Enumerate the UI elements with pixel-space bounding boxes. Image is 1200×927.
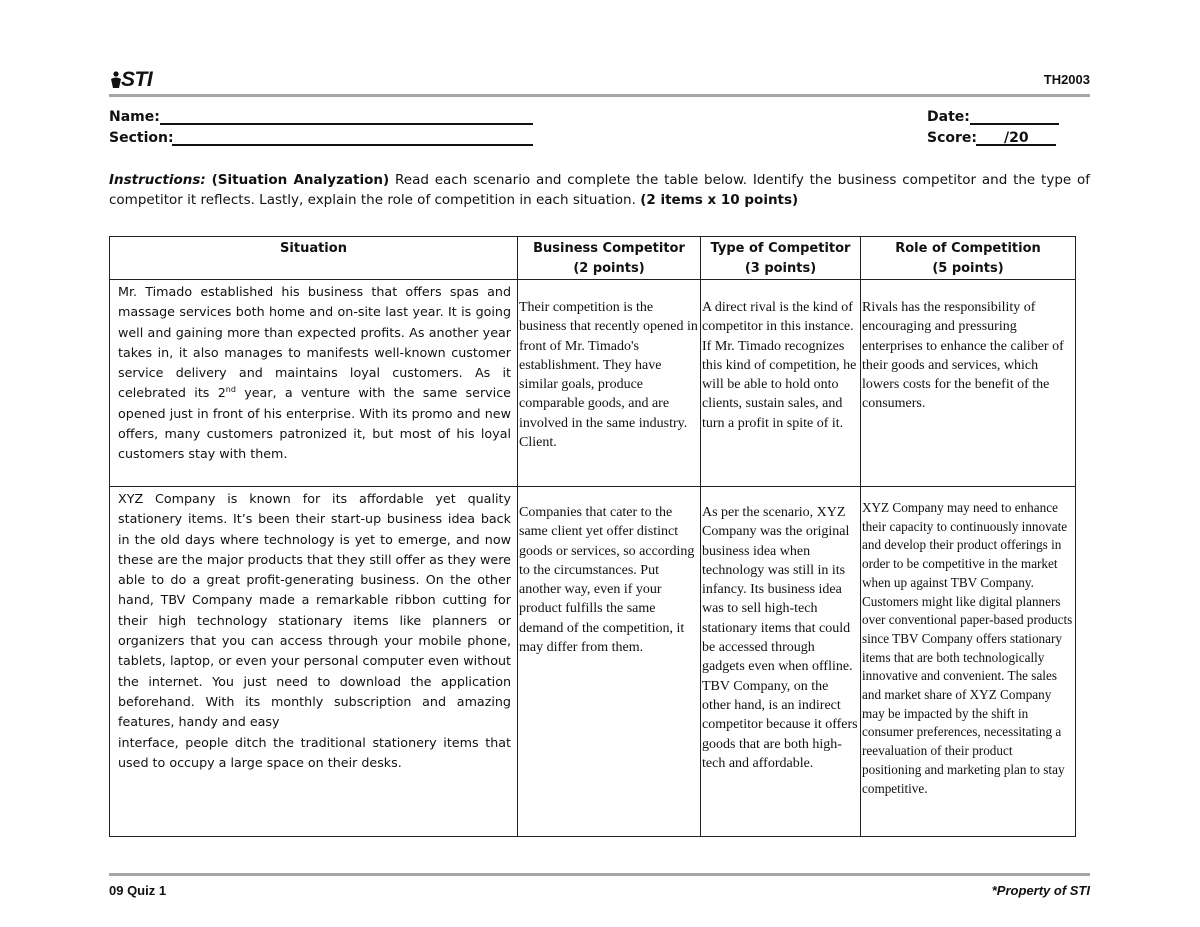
sti-logo-mark-icon: [109, 70, 123, 90]
header-type-of-competitor-label: Type of Competitor: [710, 241, 851, 256]
type-of-competitor-cell: [701, 280, 861, 487]
header-divider: [109, 94, 1090, 97]
table-row: [110, 280, 1076, 487]
situation-text: Mr. Timado established his business that offers spas and massage services both home and on-site last year. It is going well and gaining more than expected profits. As another year takes in, it also manages to manifests well-known customer service delivery and maintains loyal customers. As it celebrated its 2: [118, 284, 511, 401]
name-label: Name:: [109, 109, 160, 125]
situation-cell: [110, 280, 518, 487]
header-role-of-competition: [861, 237, 1076, 280]
score-label: Score:: [927, 130, 977, 146]
business-competitor-text: Their competition is the business that recently opened in front of Mr. Timado's establishment. They have similar goals, produce comparable goods, and are involved in the same industry.: [519, 300, 698, 431]
instructions: [109, 170, 1090, 210]
header-type-of-competitor-points: (3 points): [744, 261, 817, 276]
header-situation: [110, 237, 518, 280]
role-of-competition-text: Rivals has the responsibility of encouraging and pressuring enterprises to enhance the caliber of their goods and services, which lowers costs for the benefit of the consumers.: [862, 300, 1064, 412]
date-line: [970, 123, 1059, 125]
header-business-competitor-label: Business Competitor: [533, 241, 685, 256]
situation-table: [109, 236, 1076, 837]
date-label: Date:: [927, 109, 970, 125]
section-label: Section:: [109, 130, 174, 146]
footer-quiz-label: 09 Quiz 1: [109, 883, 167, 898]
situation-superscript: nd: [225, 385, 236, 395]
table-row: [110, 487, 1076, 837]
section-line: [172, 144, 533, 146]
situation-text-cont: interface, people ditch the traditional stationery items that used to occupy a large space on their desks.: [118, 734, 511, 770]
situation-text: XYZ Company is known for its affordable yet quality stationery items. It’s been their start-up business idea back in the old days where technology is yet to emerge, and now these are the major products that they still offer as they were able to do a great profit-generating business. On the other hand, TBV Company made a remarkable ribbon cutting for their high technology stationary items like planners or organizers that you can access through your mobile phone, tablets, laptop, or even your personal computer even without the internet. You just need to download the application beforehand. With its monthly subscription and amazing features, handy and easy: [118, 491, 511, 730]
type-of-competitor-text: A direct rival is the kind of competitor in this instance. If Mr. Timado recognizes this kind of competition, he will be able to hold onto clients, sustain sales, and turn a profit in spite of it.: [702, 300, 857, 431]
header-business-competitor-points: (2 points): [573, 261, 645, 276]
footer-divider: [109, 873, 1090, 876]
instructions-body: Read each scenario and complete the table below. Identify the business competitor and the type of competitor it reflects. Lastly, explain the role of competition in each situation.: [109, 172, 1091, 208]
header-role-of-competition-label: Role of Competition: [895, 241, 1041, 256]
business-competitor-text: Companies that cater to the same client yet offer distinct goods or services, so according to the circumstances. Put another way, even if your product fulfills the same demand of the competition, it may differ from them.: [519, 505, 695, 656]
document-code: TH2003: [1043, 72, 1090, 87]
role-of-competition-cell: [861, 487, 1076, 837]
situation-text-cont: year, a venture with the same service opened just in front of his enterprise. With its promo and new offers, many customers patronized it, but most of his loyal customers stay with them.: [118, 385, 511, 462]
instructions-lead: Instructions:: [109, 172, 206, 188]
header-role-of-competition-points: (5 points): [932, 261, 1004, 276]
instructions-points: (2 items x 10 points): [640, 192, 799, 208]
business-competitor-extra: Client.: [519, 435, 557, 451]
role-of-competition-cell: [861, 280, 1076, 487]
situation-cell: [110, 487, 518, 837]
type-of-competitor-cell: [701, 487, 861, 837]
header-business-competitor: [518, 237, 701, 280]
sti-logo-text: STI: [121, 68, 153, 91]
business-competitor-cell: [518, 487, 701, 837]
footer-property-label: *Property of STI: [991, 883, 1090, 898]
header-type-of-competitor: [701, 237, 861, 280]
name-line: [160, 123, 533, 125]
table-header-row: [110, 237, 1076, 280]
type-of-competitor-text: As per the scenario, XYZ Company was the original business idea when technology was still in its infancy. Its business idea was to sell high-tech stationary items that could be accessed through gadgets even when offline. TBV Company, on the other hand, is an indirect competitor because it offers goods that are both high-tech and affordable.: [702, 505, 858, 771]
role-of-competition-text: XYZ Company may need to enhance their capacity to continuously innovate and develop their product offerings in order to be competitive in the market when up against TBV Company. Customers might like digital planners over conventional paper-based products since TBV Company offers stationary items that are both technologically innovative and convenient. The sales and market share of XYZ Company may be impacted by the shift in consumer preferences, necessitating a reevaluation of their product positioning and marketing plan to stay competitive.: [862, 500, 1073, 796]
header-situation-label: Situation: [280, 241, 347, 256]
score-total: /20: [1004, 130, 1029, 146]
instructions-title: (Situation Analyzation): [211, 172, 390, 188]
business-competitor-cell: [518, 280, 701, 487]
